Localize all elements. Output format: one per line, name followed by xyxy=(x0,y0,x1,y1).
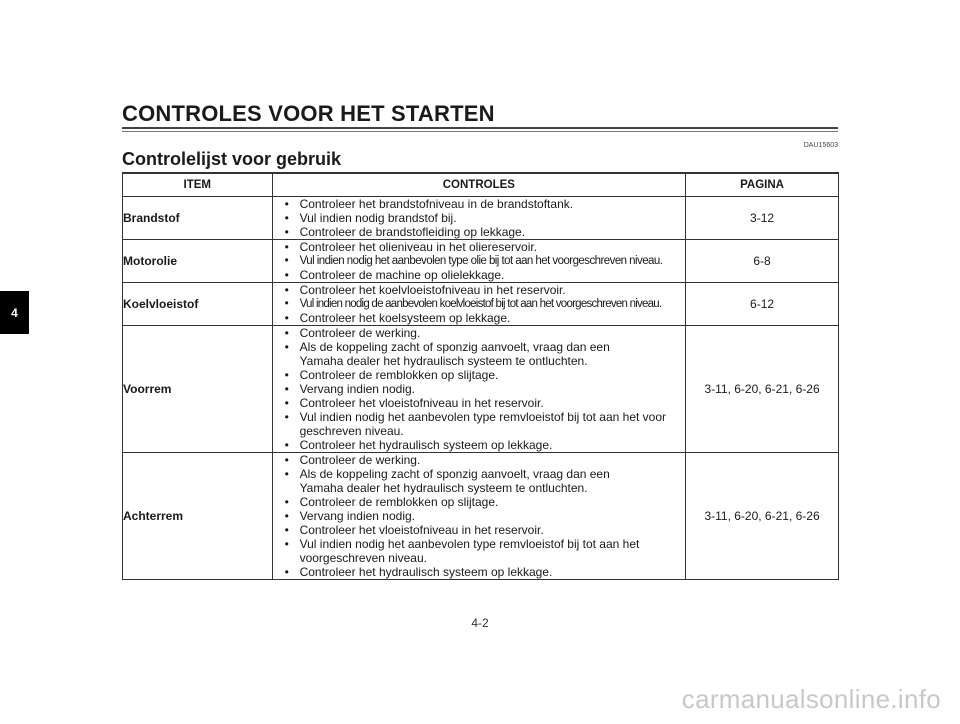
check-item: • Controleer het hydraulisch systeem op lekkage. xyxy=(273,565,686,579)
check-item: • Vul indien nodig het aanbevolen type remvloeistof bij tot aan het voor geschreven niveau. xyxy=(273,410,686,438)
header-controls: CONTROLES xyxy=(272,173,686,197)
chapter-title: CONTROLES VOOR HET STARTEN xyxy=(122,101,495,126)
table-row xyxy=(123,453,839,580)
item-name: Achterrem xyxy=(123,453,273,580)
table-row xyxy=(123,283,839,326)
check-item: • Vul indien nodig het aanbevolen type remvloeistof bij tot aan het voorgeschreven niveau. xyxy=(273,537,686,565)
check-item: • Controleer het vloeistofniveau in het reservoir. xyxy=(273,523,686,537)
check-item: • Vul indien nodig de aanbevolen koelvloeistof bij tot aan het voorgeschreven niveau. xyxy=(273,297,686,311)
check-item: • Controleer het vloeistofniveau in het reservoir. xyxy=(273,396,686,410)
watermark: carmanualsonline.info xyxy=(681,684,941,714)
check-item: • Vul indien nodig brandstof bij. xyxy=(273,211,686,225)
section-heading: Controlelijst voor gebruik xyxy=(122,149,342,169)
check-item: • Controleer de werking. xyxy=(273,326,686,340)
header-item: ITEM xyxy=(123,173,273,197)
check-item: • Controleer de remblokken op slijtage. xyxy=(273,368,686,382)
controls-cell xyxy=(272,240,686,283)
page-reference: 3-11, 6-20, 6-21, 6-26 xyxy=(686,326,839,453)
check-item: • Controleer het hydraulisch systeem op lekkage. xyxy=(273,438,686,452)
table-row xyxy=(123,197,839,240)
controls-cell xyxy=(272,326,686,453)
check-item: • Controleer de machine op olielekkage. xyxy=(273,268,686,282)
controls-cell xyxy=(272,197,686,240)
table-row xyxy=(123,326,839,453)
controls-cell xyxy=(272,453,686,580)
check-item: • Vervang indien nodig. xyxy=(273,509,686,523)
check-item: • Controleer het brandstofniveau in de brandstoftank. xyxy=(273,197,686,211)
item-name: Brandstof xyxy=(123,197,273,240)
checklist-table xyxy=(122,172,839,580)
controls-cell xyxy=(272,283,686,326)
check-item: • Als de koppeling zacht of sponzig aanvoelt, vraag dan een Yamaha dealer het hydraulisch systeem te ontluchten. xyxy=(273,467,686,495)
page-reference: 6-12 xyxy=(686,283,839,326)
check-item: • Als de koppeling zacht of sponzig aanvoelt, vraag dan een Yamaha dealer het hydraulisch systeem te ontluchten. xyxy=(273,340,686,368)
item-name: Koelvloeistof xyxy=(123,283,273,326)
check-item: • Controleer de brandstofleiding op lekkage. xyxy=(273,225,686,239)
chapter-tab: 4 xyxy=(0,291,29,334)
title-rule xyxy=(122,127,838,129)
page-number: 4-2 xyxy=(471,616,489,630)
check-item: • Vul indien nodig het aanbevolen type olie bij tot aan het voorgeschreven niveau. xyxy=(273,254,686,268)
check-item: • Controleer het olieniveau in het oliereservoir. xyxy=(273,240,686,254)
page-reference: 3-11, 6-20, 6-21, 6-26 xyxy=(686,453,839,580)
page-reference: 3-12 xyxy=(686,197,839,240)
document-code: DAU15603 xyxy=(803,142,838,149)
check-item: • Controleer het koelsysteem op lekkage. xyxy=(273,311,686,325)
check-item: • Controleer het koelvloeistofniveau in het reservoir. xyxy=(273,283,686,297)
page-reference: 6-8 xyxy=(686,240,839,283)
table-header-row xyxy=(123,173,839,197)
check-item: • Vervang indien nodig. xyxy=(273,382,686,396)
check-item: • Controleer de werking. xyxy=(273,453,686,467)
title-rule-secondary xyxy=(122,131,838,132)
item-name: Motorolie xyxy=(123,240,273,283)
table-row xyxy=(123,240,839,283)
header-page: PAGINA xyxy=(686,173,839,197)
check-item: • Controleer de remblokken op slijtage. xyxy=(273,495,686,509)
item-name: Voorrem xyxy=(123,326,273,453)
